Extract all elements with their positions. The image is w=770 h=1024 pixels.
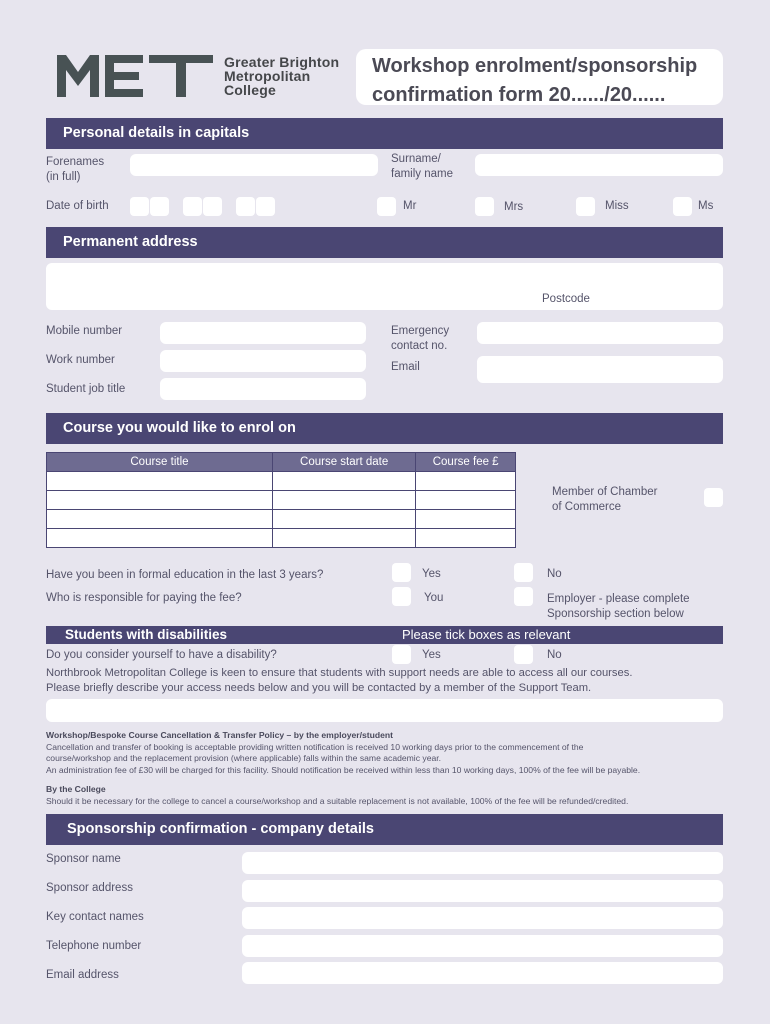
- job-title-label: Student job title: [46, 383, 126, 395]
- fee-employer-checkbox[interactable]: [514, 587, 533, 606]
- work-field[interactable]: [160, 350, 366, 372]
- telephone-label: Telephone number: [46, 940, 142, 952]
- title-ms-label: Ms: [698, 200, 714, 212]
- sponsor-email-label: Email address: [46, 969, 119, 981]
- course-fee-cell[interactable]: [416, 472, 516, 491]
- chamber-label: Member of Chamber of Commerce: [552, 486, 658, 513]
- fee-you-checkbox[interactable]: [392, 587, 411, 606]
- sponsor-name-label: Sponsor name: [46, 853, 121, 865]
- sponsor-email-field[interactable]: [242, 962, 723, 984]
- course-start-cell[interactable]: [272, 491, 415, 510]
- address-heading: Permanent address: [46, 227, 723, 258]
- course-start-cell[interactable]: [272, 472, 415, 491]
- surname-label: Surname/ family name: [391, 153, 453, 180]
- course-start-header: Course start date: [272, 453, 415, 472]
- telephone-field[interactable]: [242, 935, 723, 957]
- dob-month-2[interactable]: [203, 197, 222, 216]
- disability-yes-checkbox[interactable]: [392, 645, 411, 664]
- key-contact-label: Key contact names: [46, 911, 144, 923]
- course-table: [46, 452, 516, 548]
- dob-day-1[interactable]: [130, 197, 149, 216]
- forenames-label: Forenames (in full): [46, 156, 105, 183]
- title-mr-label: Mr: [403, 200, 417, 212]
- work-label: Work number: [46, 354, 115, 366]
- formal-no-checkbox[interactable]: [514, 563, 533, 582]
- fee-question: Who is responsible for paying the fee?: [46, 592, 242, 604]
- college-policy: By the College Should it be necessary for the college to cancel a course/workshop and a suitable replacement is not available, 100% of the fee will be refunded/credited.: [46, 784, 629, 806]
- formal-no-label: No: [547, 568, 562, 580]
- forenames-field[interactable]: [130, 154, 378, 176]
- title-ms-checkbox[interactable]: [673, 197, 692, 216]
- cancellation-policy: Workshop/Bespoke Course Cancellation & Transfer Policy – by the employer/student Cancellation and transfer of booking is acceptable providing written notification is received 10 working days prior to the commencement of the course/workshop and the replacement provision (where applicable) falls within the same academic year. An administration fee of £30 will be charged for this facility. Should notification be received within less than 10 working days, 100% of the fee will be payable.: [46, 730, 641, 775]
- formal-yes-checkbox[interactable]: [392, 563, 411, 582]
- job-title-field[interactable]: [160, 378, 366, 400]
- course-fee-cell[interactable]: [416, 491, 516, 510]
- emergency-field[interactable]: [477, 322, 723, 344]
- course-title-cell[interactable]: [47, 472, 273, 491]
- course-start-cell[interactable]: [272, 510, 415, 529]
- chamber-checkbox[interactable]: [704, 488, 723, 507]
- title-miss-label: Miss: [605, 200, 629, 212]
- disability-question: Do you consider yourself to have a disability?: [46, 649, 277, 661]
- sponsor-name-field[interactable]: [242, 852, 723, 874]
- course-fee-cell[interactable]: [416, 529, 516, 548]
- disabilities-heading: Students with disabilities: [46, 626, 723, 644]
- title-mr-checkbox[interactable]: [377, 197, 396, 216]
- address-field[interactable]: [46, 263, 723, 310]
- sponsor-address-label: Sponsor address: [46, 882, 133, 894]
- dob-label: Date of birth: [46, 200, 109, 212]
- table-row: [47, 491, 516, 510]
- course-title-header: Course title: [47, 453, 273, 472]
- formal-education-question: Have you been in formal education in the last 3 years?: [46, 569, 324, 581]
- title-miss-checkbox[interactable]: [576, 197, 595, 216]
- dob-day-2[interactable]: [150, 197, 169, 216]
- disability-no-checkbox[interactable]: [514, 645, 533, 664]
- key-contact-field[interactable]: [242, 907, 723, 929]
- mobile-field[interactable]: [160, 322, 366, 344]
- email-label: Email: [391, 361, 420, 373]
- tick-note: Please tick boxes as relevant: [402, 627, 571, 642]
- course-title-cell[interactable]: [47, 529, 273, 548]
- course-title-cell[interactable]: [47, 491, 273, 510]
- met-logo: [57, 55, 213, 97]
- sponsor-address-field[interactable]: [242, 880, 723, 902]
- form-title: Workshop enrolment/sponsorship confirmation form 20....../20......: [356, 49, 723, 105]
- postcode-label: Postcode: [542, 293, 590, 305]
- table-row: [47, 510, 516, 529]
- course-start-cell[interactable]: [272, 529, 415, 548]
- course-title-cell[interactable]: [47, 510, 273, 529]
- table-row: [47, 472, 516, 491]
- title-mrs-label: Mrs: [504, 201, 524, 213]
- course-fee-header: Course fee £: [416, 453, 516, 472]
- access-needs-field[interactable]: [46, 699, 723, 722]
- formal-yes-label: Yes: [422, 568, 441, 580]
- table-row: [47, 529, 516, 548]
- title-mrs-checkbox[interactable]: [475, 197, 494, 216]
- personal-details-heading: Personal details in capitals: [46, 118, 723, 149]
- dob-year-2[interactable]: [256, 197, 275, 216]
- course-fee-cell[interactable]: [416, 510, 516, 529]
- dob-month-1[interactable]: [183, 197, 202, 216]
- support-info: Northbrook Metropolitan College is keen to ensure that students with support needs are able to access all our courses. Please briefly describe your access needs below and you will be contacted by a member of the Support Team.: [46, 667, 633, 694]
- sponsorship-heading: Sponsorship confirmation - company details: [46, 814, 723, 845]
- email-field[interactable]: [477, 356, 723, 383]
- course-heading: Course you would like to enrol on: [46, 413, 723, 444]
- dob-year-1[interactable]: [236, 197, 255, 216]
- surname-field[interactable]: [475, 154, 723, 176]
- disability-no-label: No: [547, 649, 562, 661]
- disability-yes-label: Yes: [422, 649, 441, 661]
- fee-you-label: You: [424, 592, 444, 604]
- college-name: Greater Brighton Metropolitan College: [224, 54, 340, 98]
- emergency-label: Emergency contact no.: [391, 325, 450, 352]
- fee-employer-label: Employer - please complete Sponsorship section below: [547, 593, 690, 620]
- mobile-label: Mobile number: [46, 325, 123, 337]
